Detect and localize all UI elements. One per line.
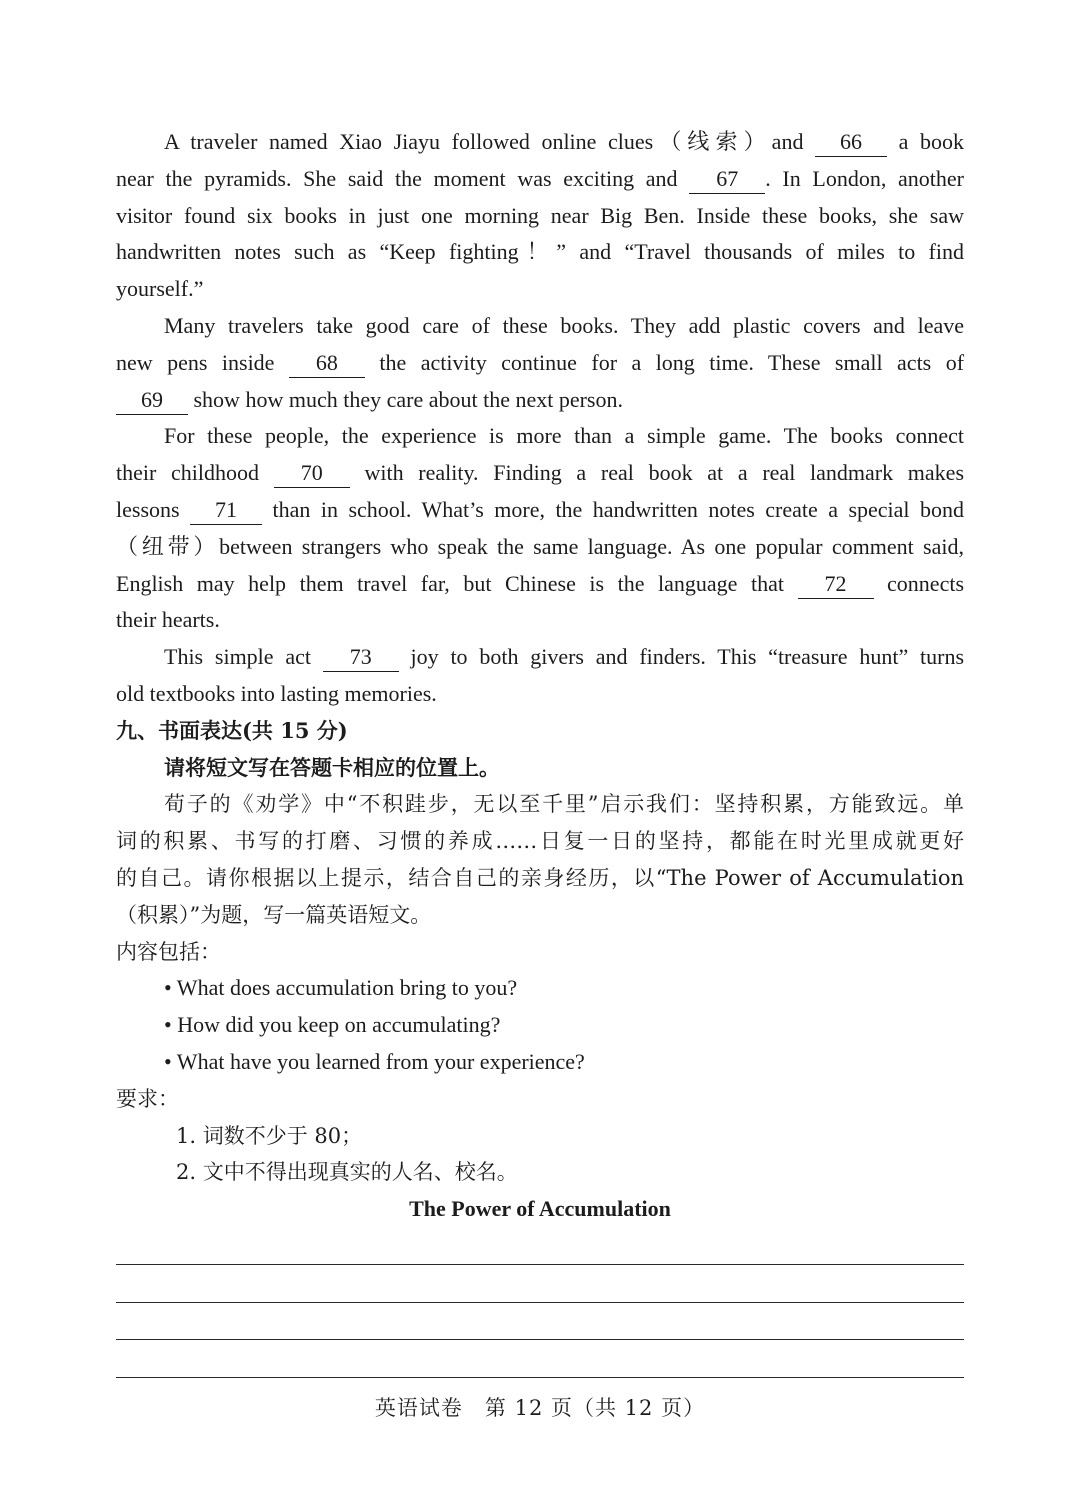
text-segment: show how much they care about the next person. [193, 386, 623, 412]
passage-line: old textbooks into lasting memories. [116, 680, 437, 706]
passage-line [116, 455, 964, 492]
blank-71: 71 [190, 497, 262, 525]
text-segment: a book [898, 129, 964, 154]
prompt-line: 的自己。请你根据以上提示，结合自己的亲身经历，以“The Power of Accumulation [116, 865, 964, 890]
writing-line[interactable] [116, 1265, 964, 1303]
bullet-item: • What have you learned from your experience? [164, 1048, 585, 1074]
passage-line [116, 124, 964, 161]
text-segment: new pens inside [116, 349, 275, 375]
passage-line: visitor found six books in just one morning near Big Ben. Inside these books, she saw [116, 202, 964, 228]
blank-68: 68 [289, 350, 365, 378]
requirements-label: 要求： [116, 1086, 179, 1111]
passage-line [116, 161, 964, 198]
exam-page [116, 124, 964, 1378]
requirement-item: 2. 文中不得出现真实的人名、校名。 [176, 1160, 518, 1185]
passage-line [116, 639, 964, 676]
text-segment: connects [887, 570, 965, 596]
section-heading: 九、书面表达(共 15 分) [116, 717, 348, 743]
passage-line [116, 566, 964, 603]
writing-line[interactable] [116, 1340, 964, 1378]
prompt-line: 词的积累、书写的打磨、习惯的养成……日复一日的坚持，都能在时光里成就更好 [116, 829, 964, 854]
content-label: 内容包括： [116, 939, 221, 964]
text-segment: their childhood [116, 460, 260, 486]
prompt-line: （积累）”为题，写一篇英语短文。 [116, 902, 432, 927]
blank-66: 66 [815, 129, 887, 157]
passage-line: yourself.” [116, 276, 204, 302]
passage-line: handwritten notes such as “Keep fighting！” and “Travel thousands of miles to find [116, 239, 964, 265]
passage-line: their hearts. [116, 607, 220, 633]
page-footer: 英语试卷 第 12 页（共 12 页） [374, 1396, 706, 1420]
text-segment: lessons [116, 496, 180, 522]
text-segment: the activity continue for a long time. These small acts of [379, 349, 965, 375]
text-segment: near the pyramids. She said the moment was exciting and [116, 165, 678, 191]
passage-line [116, 492, 964, 529]
bullet-item: • What does accumulation bring to you? [164, 975, 518, 1001]
blank-73: 73 [323, 644, 399, 672]
passage-line [116, 345, 964, 382]
text-segment: with reality. Finding a real book at a real landmark makes [364, 460, 965, 486]
blank-72: 72 [798, 571, 874, 599]
text-segment: joy to both givers and finders. This “treasure hunt” turns [410, 644, 965, 670]
passage-line: （纽带）between strangers who speak the same language. As one popular comment said, [116, 533, 964, 559]
writing-instruction: 请将短文写在答题卡相应的位置上。 [164, 754, 500, 780]
text-segment: English may help them travel far, but Chinese is the language that [116, 570, 784, 596]
passage-line: Many travelers take good care of these books. They add plastic covers and leave [164, 312, 964, 338]
writing-line[interactable] [116, 1228, 964, 1266]
bullet-item: • How did you keep on accumulating? [164, 1012, 501, 1038]
text-segment: . In London, another [765, 165, 965, 191]
essay-title: The Power of Accumulation [409, 1196, 671, 1222]
blank-70: 70 [274, 460, 350, 488]
text-segment: This simple act [164, 644, 311, 670]
writing-line[interactable] [116, 1303, 964, 1341]
blank-69: 69 [116, 387, 188, 415]
text-segment: A traveler named Xiao Jiayu followed online clues（线索）and [164, 129, 804, 154]
passage-line: For these people, the experience is more than a simple game. The books connect [164, 423, 964, 449]
text-segment: than in school. What’s more, the handwritten notes create a special bond [272, 496, 965, 522]
passage-line [116, 382, 964, 419]
blank-67: 67 [689, 166, 765, 194]
prompt-line: 荀子的《劝学》中“不积跬步，无以至千里”启示我们：坚持积累，方能致远。单 [164, 792, 964, 817]
requirement-item: 1. 词数不少于 80； [176, 1123, 363, 1148]
